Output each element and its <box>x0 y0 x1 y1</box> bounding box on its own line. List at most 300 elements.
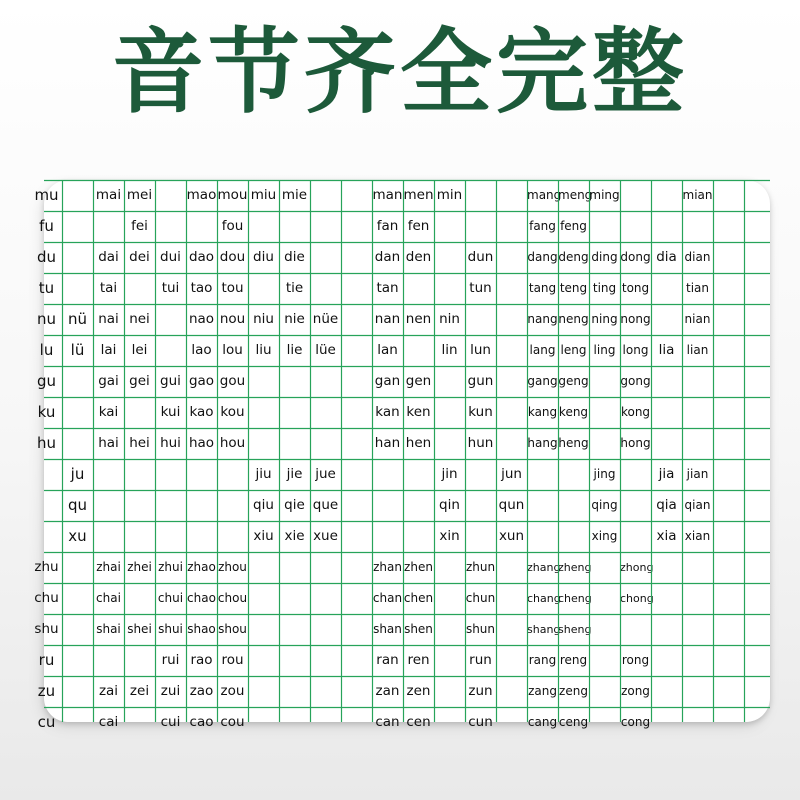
syllable-cell: qun <box>498 497 525 513</box>
syllable-cell: jie <box>286 466 303 482</box>
syllable-cell <box>434 242 465 273</box>
syllable-cell <box>682 211 713 242</box>
syllable-cell <box>310 242 341 273</box>
syllable-cell <box>310 180 341 211</box>
syllable-cell <box>558 490 589 521</box>
syllable-cell: qia <box>656 497 677 513</box>
syllable-cell <box>589 614 620 645</box>
syllable-cell: hai <box>98 435 119 451</box>
syllable-cell: zhong <box>620 561 654 574</box>
syllable-cell: nüe <box>312 311 339 327</box>
syllable-cell: jun <box>501 466 522 482</box>
syllable-cell <box>155 521 186 552</box>
syllable-cell <box>341 397 372 428</box>
syllable-cell <box>496 676 527 707</box>
syllable-cell <box>279 552 310 583</box>
syllable-cell <box>496 335 527 366</box>
syllable-cell <box>496 614 527 645</box>
syllable-cell: gen <box>405 373 432 389</box>
page-title: 音节齐全完整 <box>111 19 688 126</box>
syllable-cell: meng <box>558 188 593 202</box>
syllable-cell: zhan <box>373 560 402 574</box>
syllable-cell: heng <box>558 436 589 450</box>
syllable-cell <box>124 273 155 304</box>
syllable-cell: sheng <box>558 623 592 636</box>
syllable-cell: tou <box>221 280 244 296</box>
syllable-cell: gui <box>160 373 181 389</box>
syllable-cell: mian <box>682 188 713 202</box>
syllable-cell: shan <box>373 622 402 636</box>
syllable-cell <box>434 707 465 738</box>
syllable-cell <box>62 428 93 459</box>
syllable-cell <box>651 304 682 335</box>
syllable-cell <box>651 707 682 738</box>
syllable-cell: nou <box>219 311 246 327</box>
syllable-cell: hao <box>188 435 215 451</box>
syllable-cell: zun <box>468 683 493 699</box>
syllable-cell <box>403 335 434 366</box>
syllable-cell <box>341 645 372 676</box>
syllable-cell <box>31 521 62 552</box>
syllable-cell <box>31 459 62 490</box>
syllable-cell: jian <box>686 467 709 481</box>
syllable-cell: nao <box>188 311 215 327</box>
syllable-cell <box>279 707 310 738</box>
syllable-cell <box>124 521 155 552</box>
syllable-cell <box>465 459 496 490</box>
syllable-cell: qu <box>67 496 88 514</box>
syllable-cell: kun <box>468 404 493 420</box>
syllable-cell <box>620 180 651 211</box>
syllable-cell <box>651 645 682 676</box>
syllable-cell <box>310 552 341 583</box>
syllable-cell: can <box>375 714 400 730</box>
syllable-cell: fan <box>376 218 399 234</box>
syllable-cell: keng <box>558 405 589 419</box>
syllable-cell: xie <box>284 528 305 544</box>
syllable-cell <box>62 707 93 738</box>
syllable-cell: hang <box>527 436 558 450</box>
syllable-cell: zai <box>98 683 119 699</box>
syllable-cell: xing <box>591 529 618 543</box>
syllable-cell: zang <box>528 684 557 698</box>
syllable-cell <box>62 180 93 211</box>
syllable-cell <box>279 428 310 459</box>
syllable-cell <box>682 707 713 738</box>
syllable-cell: shui <box>158 622 183 636</box>
syllable-cell: xian <box>684 529 711 543</box>
syllable-cell <box>124 707 155 738</box>
syllable-cell: run <box>469 652 492 668</box>
syllable-cell: lei <box>131 342 148 358</box>
syllable-cell <box>620 459 651 490</box>
syllable-cell: lü <box>70 341 85 359</box>
syllable-cell <box>682 428 713 459</box>
syllable-cell: dian <box>684 250 711 264</box>
syllable-cell: zao <box>189 683 214 699</box>
syllable-cell: mai <box>95 187 122 203</box>
syllable-cell: zhen <box>404 560 433 574</box>
syllable-cell <box>496 366 527 397</box>
syllable-cell <box>496 211 527 242</box>
syllable-cell <box>248 211 279 242</box>
syllable-cell <box>682 614 713 645</box>
syllable-cell: gou <box>219 373 246 389</box>
syllable-cell <box>620 211 651 242</box>
syllable-cell <box>248 428 279 459</box>
syllable-cell: gang <box>527 374 558 388</box>
syllable-cell: rao <box>190 652 213 668</box>
syllable-cell <box>62 583 93 614</box>
syllable-cell <box>341 552 372 583</box>
syllable-cell <box>465 521 496 552</box>
syllable-cell: ran <box>376 652 399 668</box>
syllable-cell <box>248 583 279 614</box>
syllable-cell <box>186 521 217 552</box>
syllable-cell <box>651 273 682 304</box>
syllable-cell: jin <box>441 466 458 482</box>
syllable-cell: zhou <box>218 560 247 574</box>
syllable-cell <box>186 490 217 521</box>
syllable-cell: zou <box>220 683 245 699</box>
syllable-cell <box>155 180 186 211</box>
syllable-cell: man <box>372 187 403 203</box>
syllable-cell: zhao <box>187 560 216 574</box>
syllable-cell <box>496 645 527 676</box>
syllable-cell: tui <box>161 280 180 296</box>
syllable-cell: leng <box>560 343 587 357</box>
syllable-cell: tun <box>469 280 492 296</box>
syllable-cell <box>248 397 279 428</box>
syllable-cell: shei <box>127 622 152 636</box>
syllable-cell: zhang <box>527 561 561 574</box>
syllable-cell: nai <box>98 311 119 327</box>
syllable-cell <box>496 180 527 211</box>
syllable-cell <box>682 583 713 614</box>
syllable-cell <box>465 211 496 242</box>
syllable-cell: nin <box>439 311 460 327</box>
syllable-cell <box>341 614 372 645</box>
syllable-cell <box>496 397 527 428</box>
syllable-cell: cui <box>160 714 181 730</box>
syllable-cell: hen <box>405 435 432 451</box>
syllable-cell <box>62 676 93 707</box>
syllable-cell <box>62 211 93 242</box>
syllable-cell <box>620 490 651 521</box>
syllable-cell <box>341 180 372 211</box>
syllable-cell: qie <box>284 497 305 513</box>
syllable-cell <box>155 211 186 242</box>
syllable-cell <box>589 645 620 676</box>
syllable-cell: zen <box>406 683 431 699</box>
syllable-cell: mie <box>281 187 308 203</box>
syllable-cell <box>248 366 279 397</box>
syllable-cell <box>93 490 124 521</box>
syllable-cell: geng <box>558 374 589 388</box>
syllable-cell <box>93 521 124 552</box>
syllable-cell: chang <box>527 592 561 605</box>
syllable-cell: shun <box>465 622 496 636</box>
syllable-cell <box>558 521 589 552</box>
syllable-cell <box>341 583 372 614</box>
syllable-cell: chong <box>620 592 654 605</box>
syllable-cell: cang <box>527 715 558 729</box>
syllable-cell: shou <box>218 622 247 636</box>
syllable-cell <box>310 428 341 459</box>
syllable-cell <box>496 242 527 273</box>
syllable-cell <box>341 242 372 273</box>
syllable-cell <box>62 273 93 304</box>
syllable-cell: qin <box>439 497 460 513</box>
syllable-cell: jia <box>658 466 675 482</box>
syllable-cell <box>651 552 682 583</box>
syllable-cell: lia <box>658 342 675 358</box>
syllable-cell: xu <box>68 527 87 545</box>
syllable-cell: teng <box>559 281 588 295</box>
syllable-cell <box>310 645 341 676</box>
syllable-cell: zan <box>375 683 400 699</box>
syllable-cell <box>434 211 465 242</box>
syllable-cell <box>620 614 651 645</box>
syllable-cell: ming <box>589 188 620 202</box>
syllable-cell <box>155 490 186 521</box>
syllable-cell: tie <box>285 280 304 296</box>
syllable-cell <box>434 676 465 707</box>
syllable-cell <box>310 583 341 614</box>
syllable-cell: lin <box>441 342 458 358</box>
syllable-cell <box>651 366 682 397</box>
syllable-cell <box>434 583 465 614</box>
syllable-cell: shai <box>96 622 121 636</box>
syllable-cell: jing <box>593 467 616 481</box>
syllable-cell <box>589 552 620 583</box>
syllable-cell <box>124 490 155 521</box>
syllable-cell: dun <box>467 249 494 265</box>
syllable-cell: gun <box>467 373 494 389</box>
syllable-cell <box>62 552 93 583</box>
syllable-cell: jue <box>315 466 336 482</box>
syllable-cell <box>155 304 186 335</box>
syllable-cell: tong <box>621 281 650 295</box>
syllable-cell <box>93 459 124 490</box>
syllable-cell: liu <box>255 342 272 358</box>
syllable-cell <box>341 459 372 490</box>
syllable-cell: miu <box>250 187 277 203</box>
syllable-cell <box>434 273 465 304</box>
syllable-cell <box>341 676 372 707</box>
syllable-cell: fei <box>131 218 148 234</box>
syllable-cell: nu <box>36 310 56 328</box>
syllable-cell <box>527 459 558 490</box>
syllable-cell: lian <box>686 343 709 357</box>
syllable-cell: dang <box>527 250 558 264</box>
syllable-cell: zhei <box>127 560 152 574</box>
syllable-cell: ding <box>591 250 618 264</box>
syllable-cell <box>651 180 682 211</box>
syllable-cell: ting <box>592 281 617 295</box>
syllable-cell: ren <box>407 652 430 668</box>
syllable-cell: cong <box>620 715 651 729</box>
syllable-cell: xia <box>656 528 677 544</box>
syllable-cell <box>310 211 341 242</box>
syllable-cell <box>217 490 248 521</box>
syllable-cell: ceng <box>558 715 589 729</box>
syllable-cell: xue <box>313 528 338 544</box>
syllable-cell <box>124 459 155 490</box>
syllable-cell: nen <box>405 311 432 327</box>
syllable-cell <box>496 273 527 304</box>
syllable-cell: xiu <box>253 528 274 544</box>
syllable-cell: ling <box>593 343 616 357</box>
syllable-cell <box>248 707 279 738</box>
syllable-cell <box>93 211 124 242</box>
syllable-cell: hou <box>219 435 246 451</box>
syllable-cell <box>124 645 155 676</box>
syllable-cell <box>310 397 341 428</box>
syllable-cell: zu <box>37 682 56 700</box>
syllable-cell: niu <box>253 311 274 327</box>
syllable-cell: shang <box>527 623 561 636</box>
syllable-cell: neng <box>558 312 589 326</box>
syllable-cell: nü <box>67 310 87 328</box>
syllable-cell: zhun <box>465 560 496 574</box>
syllable-cell: dai <box>98 249 119 265</box>
syllable-cell: ken <box>406 404 431 420</box>
syllable-cell: zong <box>621 684 650 698</box>
syllable-cell <box>341 707 372 738</box>
syllable-cell: mu <box>34 186 59 204</box>
syllable-cell <box>248 552 279 583</box>
syllable-cell <box>651 614 682 645</box>
syllable-cell: fang <box>529 219 556 233</box>
syllable-cell: fou <box>221 218 244 234</box>
syllable-cell: shu <box>34 621 59 637</box>
syllable-cell <box>403 490 434 521</box>
syllable-cell <box>682 366 713 397</box>
syllable-cell: feng <box>560 219 587 233</box>
syllable-cell <box>589 676 620 707</box>
syllable-cell: dao <box>188 249 215 265</box>
syllable-cell: lang <box>529 343 556 357</box>
syllable-cell: gan <box>374 373 401 389</box>
syllable-cell: dong <box>620 250 651 264</box>
syllable-cell <box>496 428 527 459</box>
syllable-cell <box>589 366 620 397</box>
syllable-cell <box>589 583 620 614</box>
syllable-cell: rui <box>161 652 180 668</box>
syllable-cell: chun <box>465 591 496 605</box>
syllable-cell: tao <box>190 280 213 296</box>
syllable-cell <box>279 614 310 645</box>
syllable-cell: rang <box>528 653 557 667</box>
syllable-cell <box>248 273 279 304</box>
syllable-cell <box>403 273 434 304</box>
syllable-cell: chan <box>372 591 403 605</box>
syllable-cell <box>558 459 589 490</box>
syllable-cell: jiu <box>255 466 272 482</box>
syllable-cell: kong <box>620 405 651 419</box>
syllable-cell <box>62 366 93 397</box>
syllable-cell <box>62 614 93 645</box>
syllable-cell <box>527 521 558 552</box>
syllable-cell <box>403 521 434 552</box>
syllable-cell: den <box>405 249 432 265</box>
syllable-cell: zui <box>160 683 181 699</box>
syllable-cell: shen <box>404 622 433 636</box>
syllable-cell <box>372 521 403 552</box>
syllable-cell: ju <box>70 465 85 483</box>
syllable-cell <box>31 490 62 521</box>
syllable-cell <box>434 397 465 428</box>
syllable-cell <box>496 304 527 335</box>
syllable-cell: min <box>436 187 463 203</box>
syllable-cell: qian <box>684 498 711 512</box>
syllable-cell <box>341 211 372 242</box>
syllable-cell <box>465 180 496 211</box>
syllable-cell <box>217 459 248 490</box>
syllable-cell: cou <box>220 714 245 730</box>
syllable-cell: ru <box>38 651 55 669</box>
syllable-cell: mei <box>126 187 153 203</box>
pinyin-board <box>34 180 770 731</box>
syllable-cell <box>434 614 465 645</box>
syllable-cell <box>248 645 279 676</box>
syllable-cell: hu <box>36 434 56 452</box>
syllable-cell: lao <box>191 342 212 358</box>
syllable-cell: diu <box>253 249 274 265</box>
syllable-cell: lüe <box>315 342 336 358</box>
syllable-cell <box>341 521 372 552</box>
syllable-cell <box>589 707 620 738</box>
syllable-cell: cheng <box>558 592 592 605</box>
syllable-cell <box>651 676 682 707</box>
syllable-cell: kang <box>527 405 558 419</box>
syllable-cell: nong <box>620 312 651 326</box>
syllable-cell: rong <box>621 653 650 667</box>
syllable-cell: dan <box>374 249 401 265</box>
syllable-cell: die <box>284 249 305 265</box>
syllable-cell: cun <box>468 714 493 730</box>
syllable-cell: shao <box>187 622 216 636</box>
syllable-cell: qing <box>591 498 618 512</box>
syllable-cell: han <box>374 435 401 451</box>
syllable-cell <box>403 459 434 490</box>
syllable-cell: lu <box>39 341 54 359</box>
syllable-cell: cai <box>98 714 119 730</box>
syllable-cell: dei <box>129 249 150 265</box>
syllable-cell <box>341 304 372 335</box>
syllable-cell <box>589 211 620 242</box>
syllable-cell: fu <box>39 217 54 235</box>
syllable-cell <box>651 211 682 242</box>
syllable-cell: gu <box>36 372 57 390</box>
syllable-cell: lun <box>470 342 491 358</box>
syllable-cell <box>310 707 341 738</box>
syllable-cell: lou <box>222 342 243 358</box>
syllable-cell <box>682 552 713 583</box>
syllable-cell <box>434 366 465 397</box>
syllable-cell: lai <box>100 342 117 358</box>
syllable-cell: tian <box>686 281 709 295</box>
syllable-cell: cu <box>37 713 56 731</box>
syllable-cell: gong <box>620 374 651 388</box>
syllable-cell: xun <box>498 528 525 544</box>
syllable-cell <box>682 676 713 707</box>
syllable-cell <box>279 645 310 676</box>
syllable-cell <box>279 583 310 614</box>
syllable-cell: nie <box>284 311 305 327</box>
syllable-cell <box>341 366 372 397</box>
